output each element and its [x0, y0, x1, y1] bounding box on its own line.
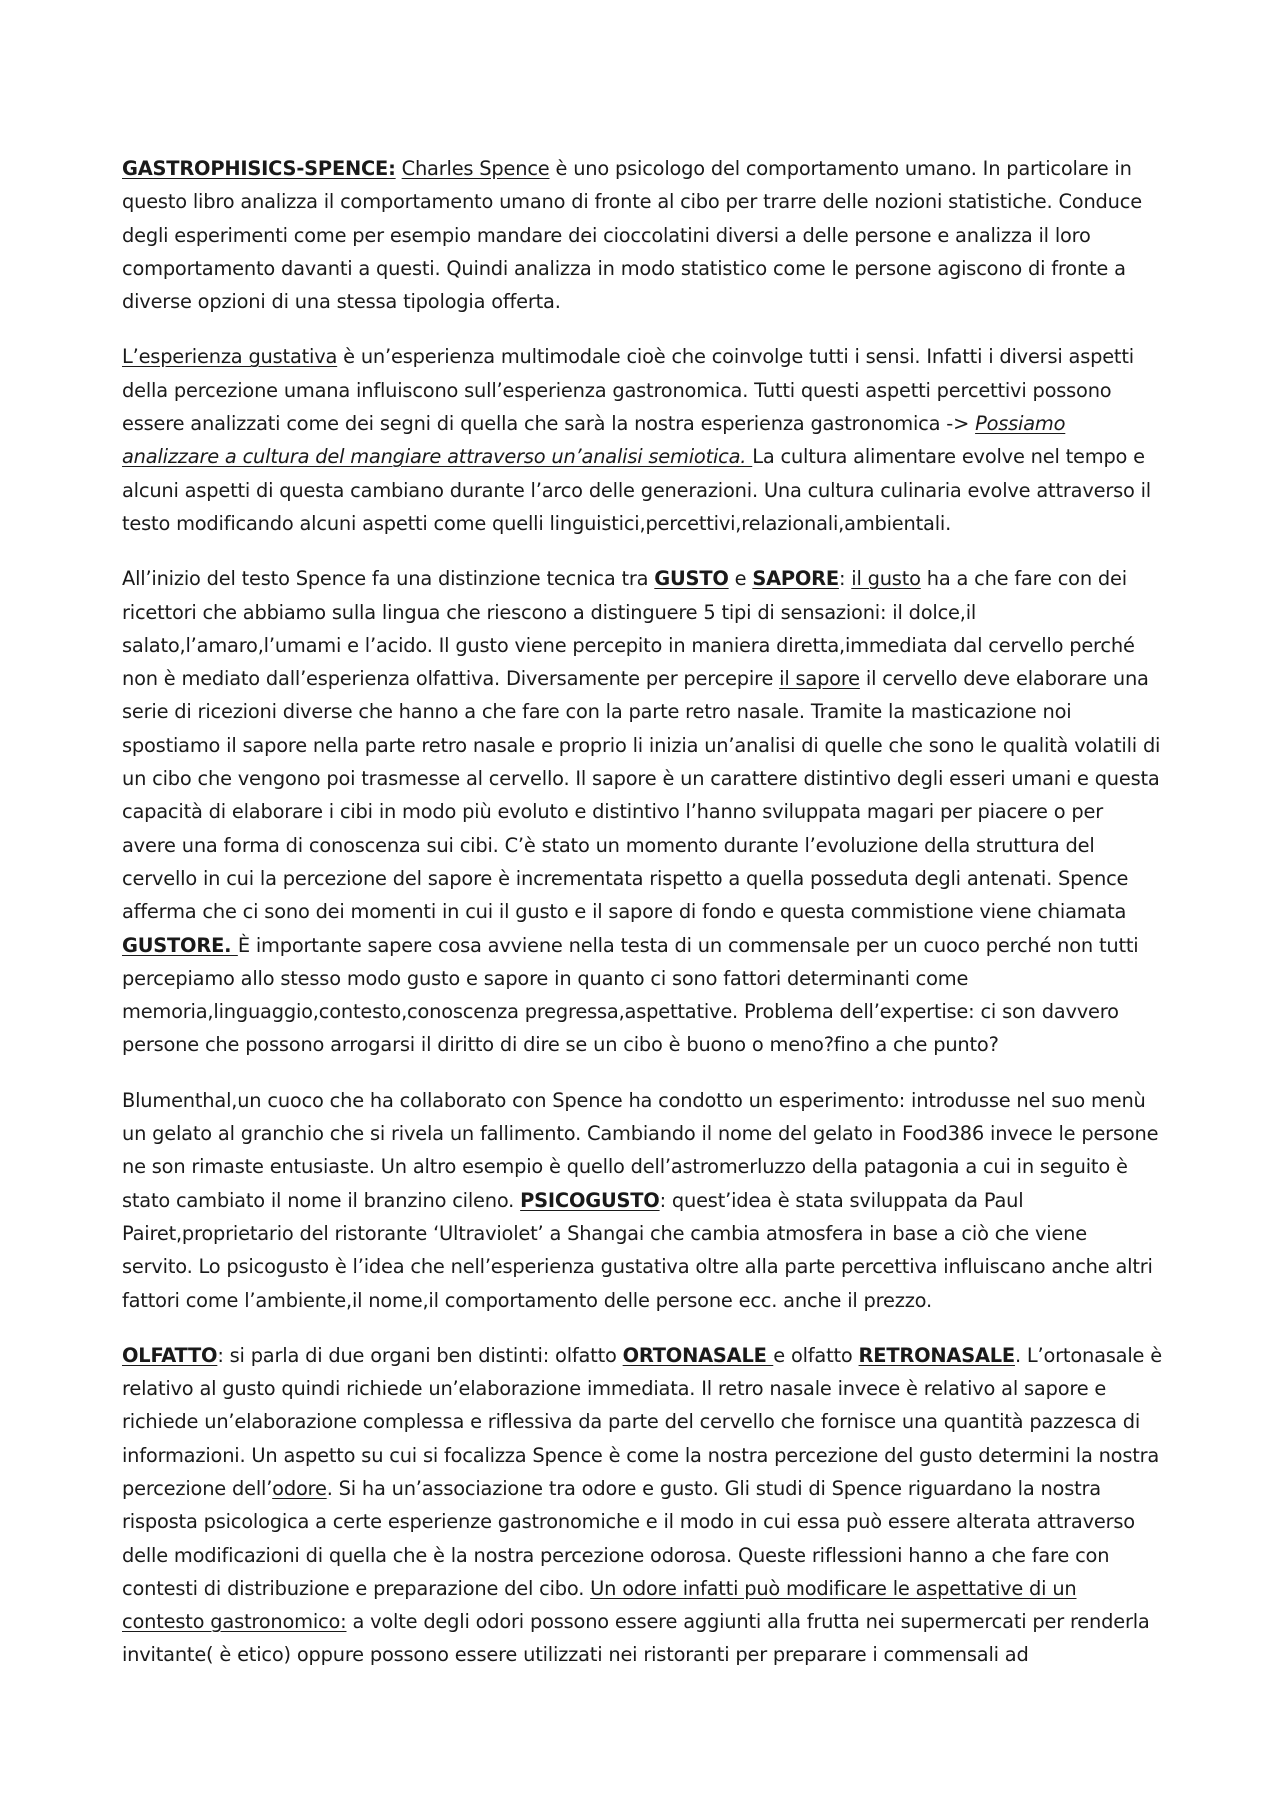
text-run: : quest’idea è stata sviluppata da Paul Pairet,proprietario del ristorante ‘Ultraviolet’ a Shangai che cambia atmosfera in base a ciò che viene servito. Lo psicogusto è l’idea che nell’esperienza gustativa oltre alla parte percettiva influiscano anche altri fattori come l’ambiente,il nome,il comportamento delle persone ecc. anche il prezzo. — [122, 1188, 1153, 1312]
document-body — [122, 152, 1162, 1694]
paragraph — [122, 562, 1162, 1061]
text-run: e olfatto — [773, 1343, 859, 1367]
underlined-text: il gusto — [851, 567, 921, 591]
text-run: è un’esperienza multimodale cioè che coinvolge tutti i sensi. Infatti i diversi aspetti della percezione umana influiscono sull’esperienza gastronomica. Tutti questi aspetti percettivi possono essere analizzati come dei segni di quella che sarà la nostra esperienza gastronomica -> — [122, 345, 1134, 436]
paragraph — [122, 1339, 1162, 1672]
text-run: È importante sapere cosa avviene nella testa di un commensale per un cuoco perché non tutti percepiamo allo stesso modo gusto e sapore in quanto ci sono fattori determinanti come memoria,linguaggio,contesto,conoscenza pregressa,aspettative. Problema dell’expertise: ci son davvero persone che possono arrogarsi il diritto di dire se un cibo è buono o meno?fino a che punto? — [122, 933, 1139, 1057]
underlined-text: odore — [272, 1476, 327, 1500]
underlined-text: L’esperienza gustativa — [122, 345, 338, 369]
text-run: Blumenthal,un cuoco che ha collaborato con Spence ha condotto un esperimento: introdusse nel suo menù un gelato al granchio che si rivela un fallimento. Cambiando il nome del gelato in Food386 invece le persone ne son rimaste entusiaste. Un altro esempio è quello dell’astromerluzzo della patagonia a cui in seguito è stato cambiato il nome il branzino cileno. — [122, 1088, 1159, 1212]
underlined-text: Charles Spence — [401, 157, 550, 180]
text-run: . L’ortonasale è relativo al gusto quindi richiede un’elaborazione immediata. Il retro nasale invece è relativo al sapore e richiede un’elaborazione complessa e riflessiva da parte del cervello che fornisce una quantità pazzesca di informazioni. Un aspetto su cui si focalizza Spence è come la nostra percezione del gusto determini la nostra percezione dell’ — [122, 1343, 1162, 1500]
heading-term: GUSTO — [654, 567, 729, 591]
text-run: ha a che fare con dei ricettori che abbiamo sulla lingua che riescono a distinguere 5 tipi di sensazioni: il dolce,il salato,l’amaro,l’umami e l’acido. Il gusto viene percepito in maniera diretta,immediata dal cervello perché non è mediato dall’esperienza olfattiva. Diversamente per percepire — [122, 567, 1135, 691]
heading-term: ORTONASALE — [622, 1343, 774, 1367]
paragraph — [122, 1084, 1162, 1317]
paragraph — [122, 340, 1162, 540]
text-run: All’inizio del testo Spence fa una distinzione tecnica tra — [122, 567, 655, 591]
text-run: e — [728, 567, 753, 591]
text-run: : — [838, 567, 852, 591]
text-run: . Si ha un’associazione tra odore e gusto. Gli studi di Spence riguardano la nostra risposta psicologica a certe esperienze gastronomiche e il modo in cui essa può essere alterata attraverso delle modificazioni di quella che è la nostra percezione odorosa. Queste riflessioni hanno a che fare con contesti di distribuzione e preparazione del cibo. — [122, 1476, 1135, 1600]
text-run: : si parla di due organi ben distinti: olfatto — [217, 1343, 623, 1367]
heading-term: SAPORE — [752, 567, 839, 591]
text-run: il cervello deve elaborare una serie di ricezioni diverse che hanno a che fare con la parte retro nasale. Tramite la masticazione noi spostiamo il sapore nella parte retro nasale e proprio li inizia un’analisi di quelle che sono le qualità volatili di un cibo che vengono poi trasmesse al cervello. Il sapore è un carattere distintivo degli esseri umani e questa capacità di elaborare i cibi in modo più evoluto e distintivo l’hanno sviluppata magari per piacere o per avere una forma di conoscenza sui cibi. C’è stato un momento durante l’evoluzione della struttura del cervello in cui la percezione del sapore è incrementata rispetto a quella posseduta degli antenati. Spence afferma che ci sono dei momenti in cui il gusto e il sapore di fondo e questa commistione viene chiamata — [122, 667, 1161, 924]
underlined-text: il sapore — [779, 667, 860, 691]
underlined-text: Un odore infatti può modificare le aspettative di un contesto gastronomico: — [122, 1576, 1077, 1634]
heading-term: RETRONASALE — [858, 1343, 1015, 1367]
emphasized-text: Possiamo analizzare a cultura del mangiare attraverso un’analisi semiotica. — [122, 412, 1066, 469]
paragraph — [122, 152, 1162, 318]
text-run: a volte degli odori possono essere aggiunti alla frutta nei supermercati per renderla invitante( è etico) oppure possono essere utilizzati nei ristoranti per preparare i commensali ad — [122, 1610, 1150, 1667]
heading-term: OLFATTO — [122, 1343, 218, 1367]
text-run: è uno psicologo del comportamento umano. In particolare in questo libro analizza il comportamento umano di fronte al cibo per trarre delle nozioni statistiche. Conduce degli esperimenti come per esempio mandare dei cioccolatini diversi a delle persone e analizza il loro comportamento davanti a questi. Quindi analizza in modo statistico come le persone agiscono di fronte a diverse opzioni di una stessa tipologia offerta. — [122, 157, 1142, 314]
heading-term: GUSTORE. — [122, 933, 238, 957]
text-run: La cultura alimentare evolve nel tempo e alcuni aspetti di questa cambiano durante l’arco delle generazioni. Una cultura culinaria evolve attraverso il testo modificando alcuni aspetti come quelli linguistici,percettivi,relazionali,ambientali. — [122, 445, 1151, 535]
heading-term: PSICOGUSTO — [520, 1188, 660, 1212]
heading-term: GASTROPHISICS-SPENCE: — [122, 157, 396, 180]
